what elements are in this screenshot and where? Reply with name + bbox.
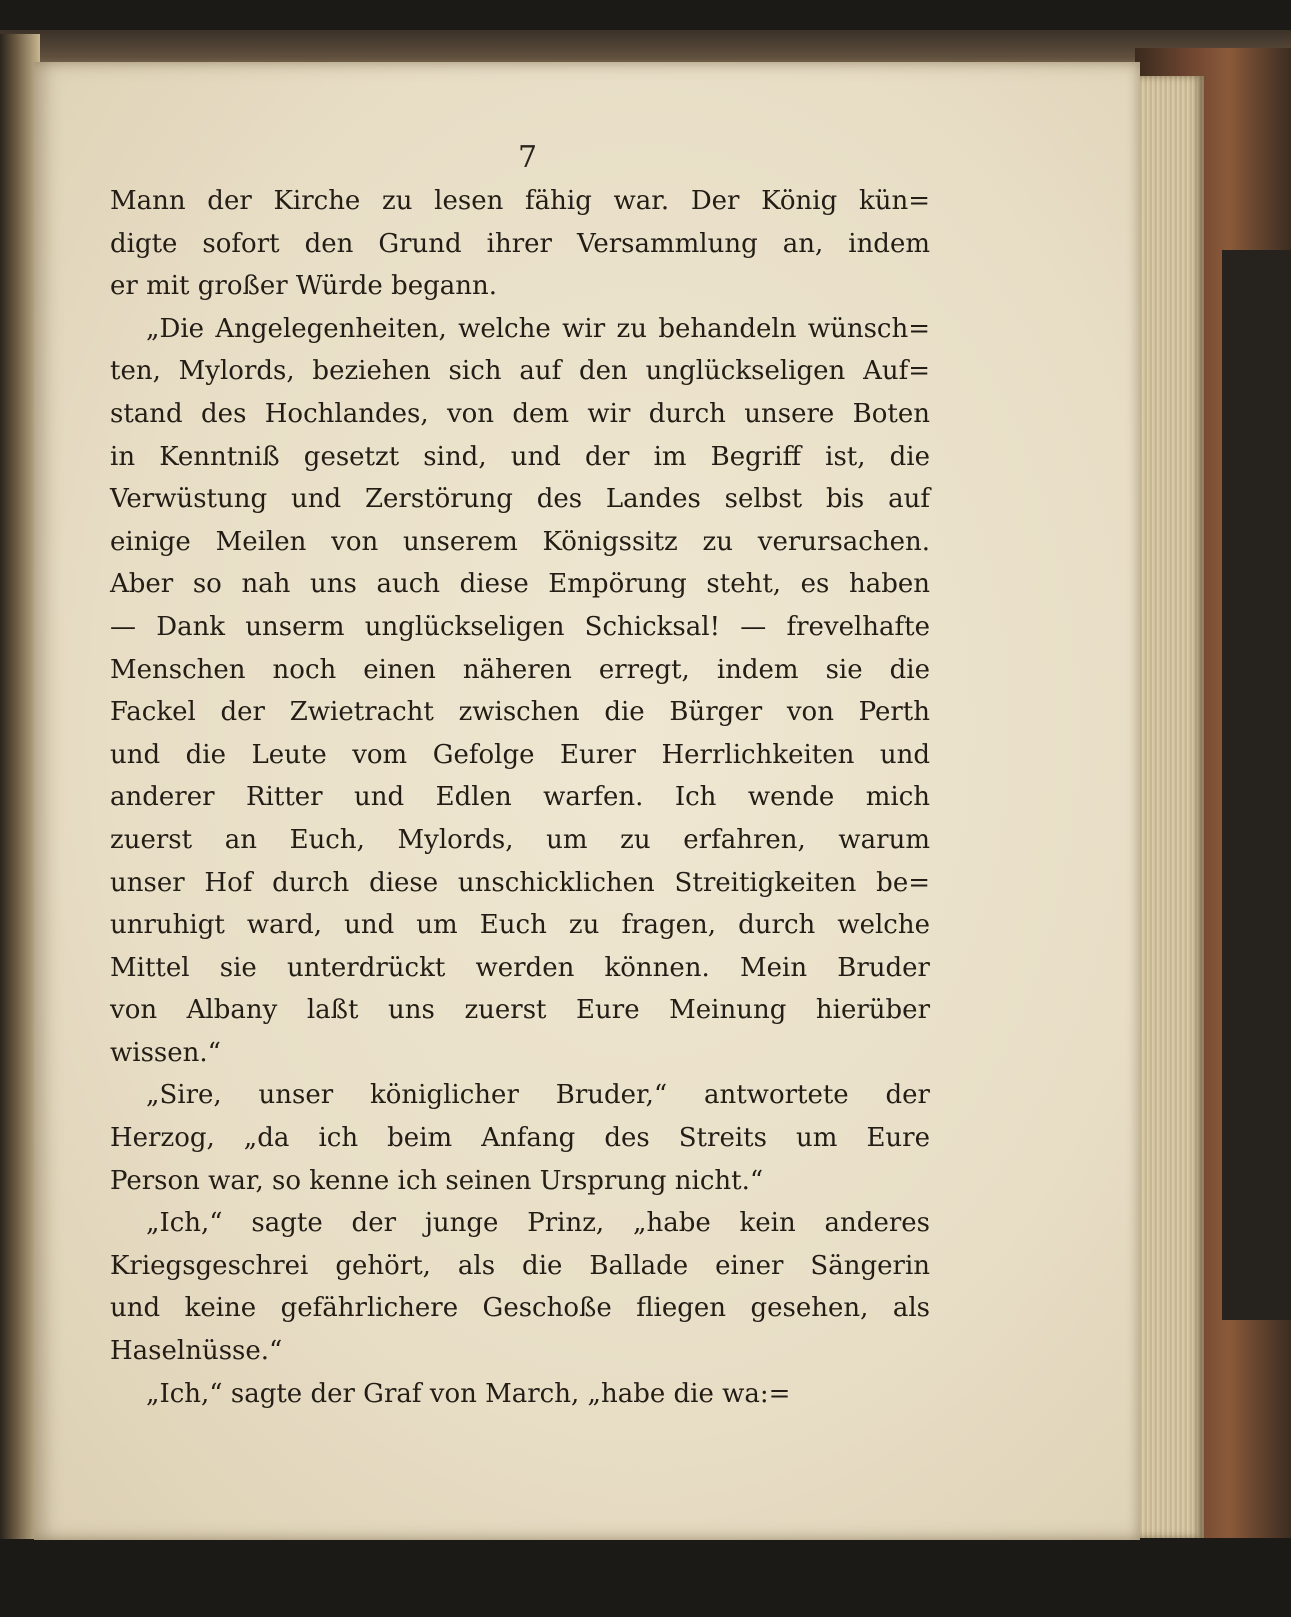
page-edges bbox=[1138, 76, 1204, 1538]
text-line: unser Hof durch diese unschicklichen Streitigkeiten be= bbox=[110, 867, 930, 898]
text-line: „Ich,“ sagte der junge Prinz, „habe kein anderes bbox=[146, 1208, 930, 1239]
text-line: von Albany laßt uns zuerst Eure Meinung hierüber bbox=[110, 995, 930, 1026]
text-line: „Sire, unser königlicher Bruder,“ antwortete der bbox=[146, 1080, 930, 1111]
text-line: — Dank unserm unglückseligen Schicksal! — frevelhafte bbox=[110, 611, 930, 642]
paragraph bbox=[110, 1202, 930, 1372]
text-line: in Kenntniß gesetzt sind, und der im Begriff ist, die bbox=[110, 441, 930, 472]
text-line: Person war, so kenne ich seinen Ursprung nicht.“ bbox=[110, 1165, 764, 1196]
text-line: Haselnüsse.“ bbox=[110, 1336, 283, 1367]
text-line: ten, Mylords, beziehen sich auf den unglückseligen Auf= bbox=[110, 356, 930, 387]
paragraph bbox=[110, 1373, 930, 1416]
page-number: 7 bbox=[518, 140, 538, 175]
text-line: unruhigt ward, und um Euch zu fragen, durch welche bbox=[110, 910, 930, 941]
text-line: einige Meilen von unserem Königssitz zu verursachen. bbox=[110, 526, 930, 557]
text-line: digte sofort den Grund ihrer Versammlung an, indem bbox=[110, 228, 930, 259]
text-line: Mittel sie unterdrückt werden können. Mein Bruder bbox=[110, 952, 930, 983]
text-line: Fackel der Zwietracht zwischen die Bürger von Perth bbox=[110, 697, 930, 728]
text-line: anderer Ritter und Edlen warfen. Ich wende mich bbox=[110, 782, 930, 813]
text-line: er mit großer Würde begann. bbox=[110, 271, 498, 302]
text-line: stand des Hochlandes, von dem wir durch unsere Boten bbox=[110, 398, 930, 429]
page-text bbox=[110, 180, 930, 1415]
text-line: und die Leute vom Gefolge Eurer Herrlichkeiten und bbox=[110, 739, 930, 770]
text-line: Mann der Kirche zu lesen fähig war. Der König kün= bbox=[110, 186, 930, 216]
text-line: Herzog, „da ich beim Anfang des Streits um Eure bbox=[110, 1123, 930, 1154]
text-line: zuerst an Euch, Mylords, um zu erfahren, warum bbox=[110, 824, 930, 855]
book-cover-right-dark bbox=[1222, 250, 1291, 1320]
text-line: wissen.“ bbox=[110, 1037, 221, 1068]
text-line: Kriegsgeschrei gehört, als die Ballade einer Sängerin bbox=[110, 1250, 930, 1281]
text-line: und keine gefährlichere Geschoße fliegen gesehen, als bbox=[110, 1293, 930, 1324]
text-line: Verwüstung und Zerstörung des Landes selbst bis auf bbox=[110, 484, 930, 515]
paragraph bbox=[110, 308, 930, 1075]
text-line: „Ich,“ sagte der Graf von March, „habe die wa:= bbox=[146, 1378, 791, 1409]
paragraph bbox=[110, 180, 930, 308]
text-line: „Die Angelegenheiten, welche wir zu behandeln wünsch= bbox=[146, 313, 930, 344]
paragraph bbox=[110, 1074, 930, 1202]
text-line: Menschen noch einen näheren erregt, indem sie die bbox=[110, 654, 930, 685]
text-line: Aber so nah uns auch diese Empörung steht, es haben bbox=[110, 569, 930, 600]
